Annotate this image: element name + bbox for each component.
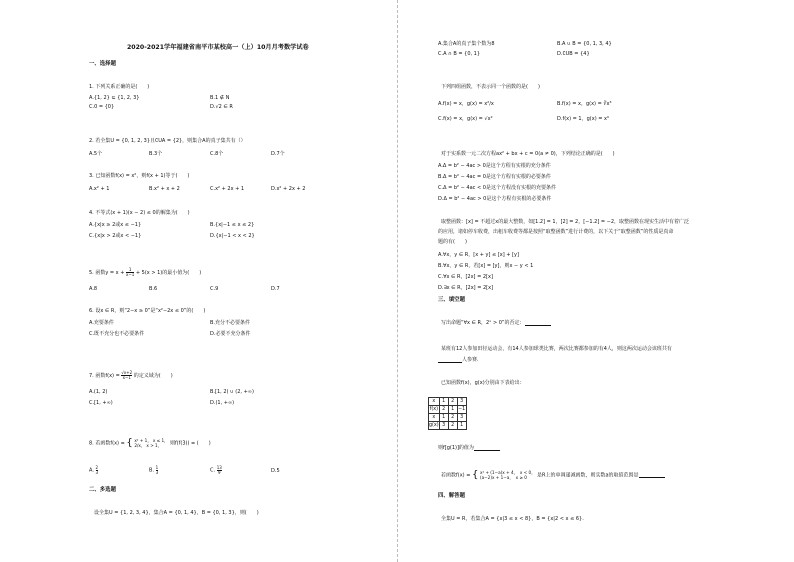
option-b: B.x² + x + 2 — [149, 186, 180, 192]
left-brace: { — [126, 437, 133, 449]
option-c: C.∀x ∈ R，[2x] = 2[x] — [438, 274, 493, 280]
option-a: A.{x|x ≥ 2或x ≤ −1} — [89, 222, 142, 228]
option-d: D.{x|−1 < x < 2} — [210, 233, 255, 239]
question-stem: 3. 已知函数f(x) = x²，则f(x + 1)等于( ) — [89, 173, 190, 179]
fraction-denominator: 9 — [217, 470, 221, 476]
option-b: B.∀x，y ∈ R，若[x] = [y]，则x − y < 1 — [438, 263, 534, 269]
case-2: 2/x， x > 1， — [134, 443, 162, 449]
option-c: C.{x|x > 2或x < −1} — [89, 233, 142, 239]
question-16 — [441, 470, 665, 481]
option-c: C.Δ = b² − 4ac < 0是这个方程没有实根的充要条件 — [438, 185, 556, 191]
option-d: D.7个 — [271, 151, 285, 157]
fraction — [121, 371, 132, 380]
option-c: C.既不充分也不必要条件 — [89, 331, 145, 337]
table-row — [429, 398, 467, 406]
option-d: D.√2 ∈ R — [210, 104, 233, 110]
piecewise-cases — [134, 438, 168, 449]
left-brace: { — [472, 469, 479, 481]
option-c: C.0 = {0} — [89, 104, 115, 110]
option-b: B.1 ∉ N — [210, 95, 230, 101]
question-stem: 2. 若全集U = {0, 1, 2, 3}且∁UA = {2}，则集合A的真子集共有（） — [89, 138, 246, 144]
question-stem: 6. 设x ∈ R，则“2−x ≥ 0”是“x²−2x ≤ 0”的( ) — [89, 308, 206, 314]
option-b: B.A ∪ B = {0, 1, 3, 4} — [557, 41, 612, 47]
option-d: D.5 — [271, 468, 280, 474]
answer-blank[interactable] — [474, 446, 500, 451]
stem-text: 人参赛. — [462, 357, 479, 363]
case-2: (a−2)x + 1−a， x ≥ 0 — [479, 475, 527, 481]
option-c: C.f(x) = x，g(x) = √x² — [438, 116, 493, 122]
question-stem: 1. 下列关系正确的是( ) — [89, 84, 150, 90]
fraction-numerator: 1 — [126, 268, 134, 273]
option-a: A.x² + 1 — [89, 186, 110, 192]
question-stem: 对于实系数一元二次方程ax² + bx + c = 0(a ≠ 0)，下列结论正确的是( ) — [441, 151, 615, 157]
question-tail — [438, 445, 500, 451]
answer-blank[interactable] — [438, 358, 462, 363]
fraction-denominator: 3 — [155, 470, 159, 476]
section-heading-fill: 三、填空题 — [438, 297, 465, 303]
question-stem-line-2 — [438, 357, 479, 363]
fraction-numerator: 2 — [95, 465, 99, 470]
table-cell: −1 — [458, 406, 466, 412]
stem-text: 则f[g(1)]的值为 — [438, 445, 474, 451]
question-stem-line-3: 题的有( ) — [438, 239, 467, 245]
fraction-denominator: x−1 — [122, 375, 131, 381]
fraction-denominator: x−1 — [126, 272, 135, 278]
table-cell: 2 — [448, 398, 457, 406]
option-a: A.集合A的真子集个数为8 — [438, 41, 495, 47]
table-cell: 3 — [439, 422, 448, 430]
table-cell: f(x) — [429, 406, 438, 412]
stem-suffix: 是R上的单调递减函数，则实数a的取值范围是 — [537, 472, 639, 479]
option-d: D.(1, +∞) — [210, 400, 235, 406]
stem-prefix: 7. 函数f(x) = — [89, 373, 120, 380]
option-c — [210, 466, 222, 475]
stem-suffix: 的定义域为( ) — [133, 373, 173, 380]
stem-suffix: 则f(f(3)) = ( ) — [169, 440, 211, 447]
answer-blank[interactable] — [525, 321, 551, 326]
question-stem-line-2: 的应用，诸如停车收费，出租车收费等都是按照“取整函数”进行计费的，以下关于“取整函数”的性质是真命 — [438, 229, 674, 235]
option-a: A.f(x) = x，g(x) = x²/x — [438, 101, 494, 107]
table-cell: 1 — [457, 422, 466, 430]
option-b: B.{x|−1 ≤ x ≤ 2} — [210, 222, 255, 228]
question-stem: 4. 不等式(x + 1)(x − 2) ≤ 0的解集为( ) — [89, 210, 190, 216]
answer-blank[interactable] — [639, 473, 665, 478]
question-stem — [89, 371, 173, 380]
table-cell: x — [429, 414, 440, 422]
option-a: A.Δ = b² − 4ac > 0是这个方程有实根的充分条件 — [438, 163, 551, 169]
option-d: D.f(x) = 1，g(x) = x⁰ — [557, 116, 609, 122]
option-a: A.5个 — [89, 151, 103, 157]
function-table — [428, 397, 467, 430]
option-c: C.9 — [210, 286, 219, 292]
table-cell: 3 — [457, 414, 466, 422]
option-b: B.充分不必要条件 — [210, 320, 251, 326]
fraction-numerator: √x+2 — [121, 370, 133, 375]
stem-prefix: 若函数f(x) = — [441, 472, 471, 479]
option-d: D.Δ = b² − 4ac > 0是这个方程有实根的必要条件 — [438, 196, 552, 202]
option-b: B.Δ = b² − 4ac = 0是这个方程有实根的必要条件 — [438, 174, 551, 180]
section-heading-choice: 一、选择题 — [89, 61, 116, 67]
table-cell: 2 — [439, 406, 448, 414]
fraction — [156, 466, 159, 475]
stem-suffix: + 5(x > 1)的最小值为( ) — [135, 270, 202, 277]
option-a — [89, 466, 98, 475]
table-row — [429, 414, 467, 422]
option-a: A.{1, 2} ⊆ {1, 2, 3} — [89, 95, 140, 101]
question-17-stem: 全集U = R，若集合A = {x|3 ≤ x < 8}，B = {x|2 < x ≤ 6}. — [441, 516, 584, 522]
option-a: A.8 — [89, 286, 98, 292]
option-d: D.∃x ∈ R，[2x] = 2[x] — [438, 285, 494, 291]
stem-prefix: 5. 函数y = x + — [89, 270, 125, 277]
table-cell: 1 — [448, 406, 457, 414]
option-a: A.(1, 2) — [89, 389, 108, 395]
option-label: B. — [149, 467, 155, 474]
fraction-denominator: 3 — [95, 470, 99, 476]
option-d: D.∁UB = {4} — [557, 51, 590, 57]
option-c: C.8个 — [210, 151, 224, 157]
option-a: A.充要条件 — [89, 320, 114, 326]
option-c: C.x² + 2x + 1 — [210, 186, 245, 192]
option-b: B.3个 — [149, 151, 163, 157]
option-b: B.[1, 2) ∪ (2, +∞) — [210, 389, 254, 395]
question-stem-line-1: 取整函数：[x] = 不超过x的最大整数，如[1.2] = 1，[2] = 2，[−1.2] = −2，取整函数在现实生活中有着广泛 — [441, 219, 690, 225]
question-9-stem: 设全集U = {1, 2, 3, 4}，集合A = {0, 1, 4}，B = {0, 1, 3}，则( ) — [94, 510, 259, 516]
page-title: 2020-2021学年福建省南平市某校高一（上）10月月考数学试卷 — [127, 44, 309, 51]
option-c: C.A ∩ B = {0, 1} — [438, 51, 481, 57]
case-1: x² + 1， x ≤ 1， — [134, 438, 169, 443]
right-page — [397, 0, 794, 562]
option-label: C. — [210, 467, 216, 474]
piecewise-cases — [480, 470, 535, 481]
question-stem — [89, 438, 211, 449]
table-cell: 2 — [448, 422, 457, 430]
fraction — [126, 268, 134, 277]
table-cell: 2 — [448, 414, 457, 422]
table-row — [429, 406, 467, 414]
question-stem — [89, 268, 201, 277]
question-13 — [441, 320, 551, 326]
option-b: B.6 — [149, 286, 158, 292]
option-c: C.[1, +∞) — [89, 400, 113, 406]
table-cell: 1 — [439, 414, 448, 422]
question-stem: 下列四组函数，不表示同一个函数的是( ) — [441, 84, 540, 90]
fraction-numerator: 1 — [155, 465, 159, 470]
option-a: A.∀x，y ∈ R，[x + y] ≤ [x] + [y] — [438, 252, 519, 258]
table-cell: g(x) — [429, 422, 439, 428]
option-d: D.x² + 2x + 2 — [271, 186, 306, 192]
question-stem: 写出命题“∀x ∈ R，2ˣ > 0”的否定： — [441, 320, 525, 326]
section-heading-answer: 四、解答题 — [438, 493, 465, 499]
table-cell: 1 — [439, 398, 448, 406]
option-b: B.f(x) = x，g(x) = ∛x³ — [557, 101, 612, 107]
option-label: A. — [89, 467, 94, 474]
section-heading-multi: 二、多选题 — [89, 487, 116, 493]
fraction — [96, 466, 99, 475]
case-1: x² + (1−a)x + 4， x < 0， — [479, 470, 536, 475]
question-stem-line-1: 某班有12人参加田径运动会，有14人参加球类比赛，两次比赛都参加的有4人，则这两次运动会该班共有 — [441, 346, 672, 352]
stem-prefix: 8. 若函数f(x) = — [89, 440, 125, 447]
table-row — [429, 422, 467, 430]
table-cell: x — [429, 398, 440, 406]
option-b — [149, 466, 158, 475]
option-d: D.7 — [271, 286, 280, 292]
question-stem: 已知函数f(x)，g(x)分别由下表给出： — [441, 380, 525, 386]
table-cell: 3 — [457, 398, 466, 406]
fraction-numerator: 13 — [216, 465, 222, 470]
option-d: D.必要不充分条件 — [210, 331, 251, 337]
fraction — [217, 466, 222, 475]
